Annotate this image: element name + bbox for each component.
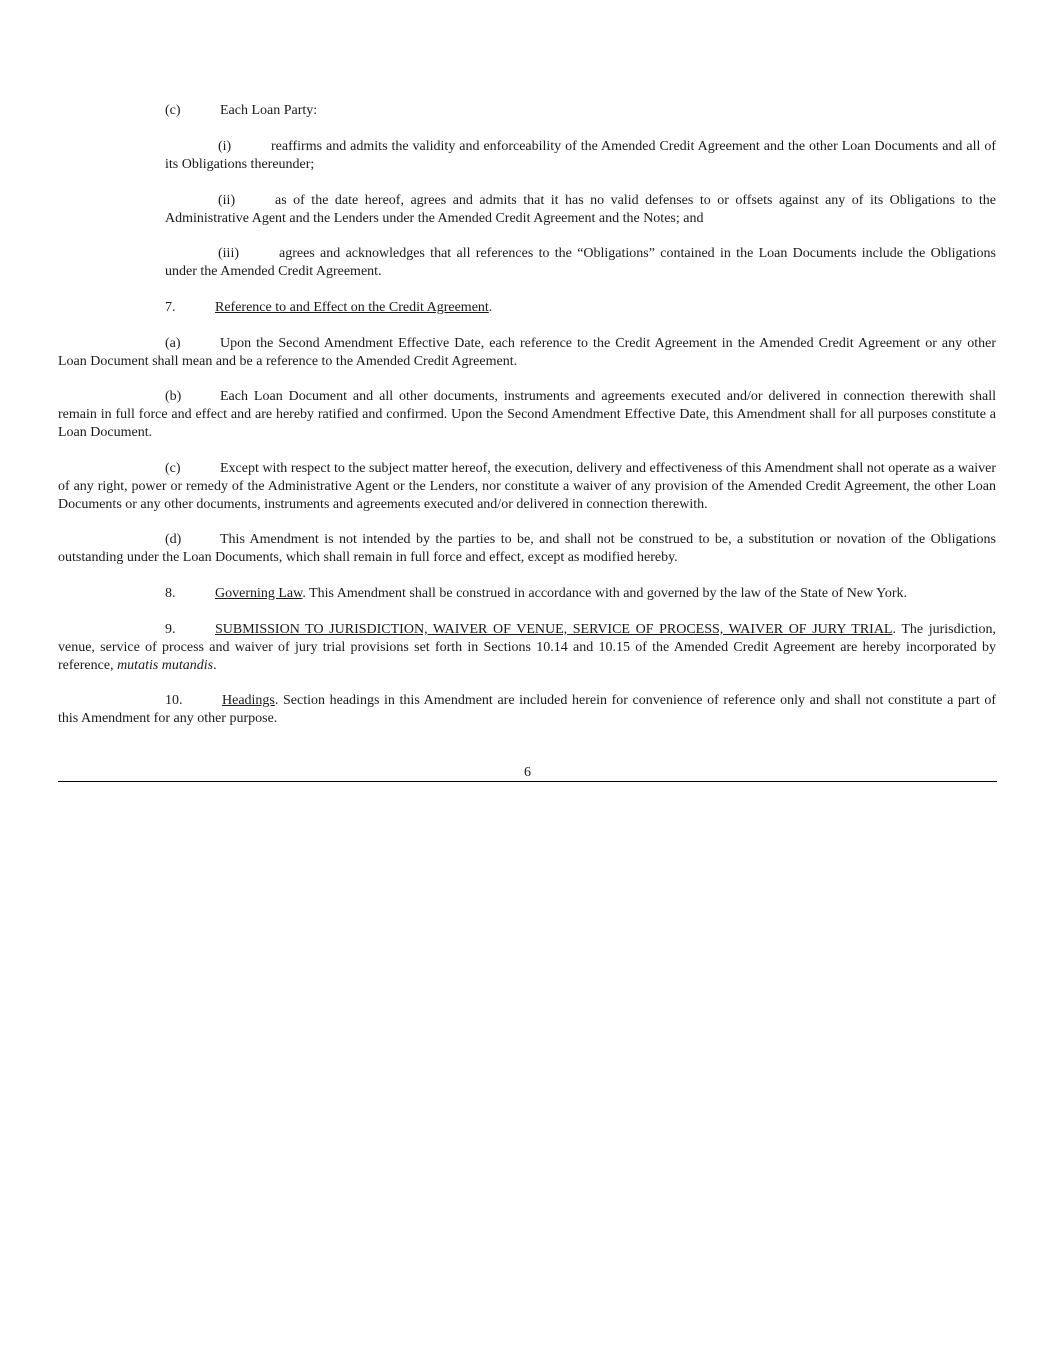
section-heading: Headings xyxy=(222,693,275,708)
section-8 xyxy=(165,585,996,603)
section-10 xyxy=(58,692,996,728)
section-number: 10. xyxy=(165,693,183,708)
clause-c-iii xyxy=(165,245,996,281)
section-italic-text: mutatis mutandis xyxy=(117,658,214,673)
clause-label: (c) xyxy=(165,461,181,476)
clause-label: (a) xyxy=(165,336,181,351)
section-7-heading xyxy=(165,299,996,317)
clause-label: (b) xyxy=(165,389,182,404)
clause-label: (i) xyxy=(218,139,232,154)
section-number: 7. xyxy=(165,300,176,315)
clause-text: Upon the Second Amendment Effective Date, each reference to the Credit Agreement in the Amended Credit Agreement or any other Loan Document shall mean and be a reference to the Amended Credit Agreement. xyxy=(58,336,996,369)
clause-label: (c) xyxy=(165,103,181,118)
section-7b xyxy=(58,388,996,442)
clause-text: Each Loan Document and all other documents, instruments and agreements executed and/or delivered in connection therewith shall remain in full force and effect and are hereby ratified and confirmed. Upon the Second Amendment Effective Date, this Amendment shall for all purposes constitute a Loan Document. xyxy=(58,389,996,440)
section-7a xyxy=(58,335,996,371)
section-heading-tail: . xyxy=(488,300,493,315)
section-9 xyxy=(58,621,996,675)
section-heading: SUBMISSION TO JURISDICTION, WAIVER OF VENUE, SERVICE OF PROCESS, WAIVER OF JURY TRIAL xyxy=(215,622,893,637)
clause-text: as of the date hereof, agrees and admits that it has no valid defenses to or offsets against any of its Obligations to the Administrative Agent and the Lenders under the Amended Credit Agreement and the Notes; and xyxy=(165,193,996,226)
section-text: . Section headings in this Amendment are included herein for convenience of reference only and shall not constitute a part of this Amendment for any other purpose. xyxy=(58,693,996,726)
footer-divider xyxy=(58,781,997,782)
clause-label: (iii) xyxy=(218,246,239,261)
section-7d xyxy=(58,531,996,567)
page-number: 6 xyxy=(524,765,531,780)
section-number: 8. xyxy=(165,586,176,601)
clause-label: (ii) xyxy=(218,193,236,208)
section-text: . This Amendment shall be construed in accordance with and governed by the law of the State of New York. xyxy=(302,586,908,601)
clause-text: Except with respect to the subject matter hereof, the execution, delivery and effectiveness of this Amendment shall not operate as a waiver of any right, power or remedy of the Administrative Agent or the Lenders, nor constitute a waiver of any provision of the Amended Credit Agreement, the other Loan Documents or any other documents, instruments and agreements executed and/or delivered in connection therewith. xyxy=(58,461,996,512)
clause-text: reaffirms and admits the validity and enforceability of the Amended Credit Agreement and the other Loan Documents and all of its Obligations thereunder; xyxy=(165,139,996,172)
section-heading: Governing Law xyxy=(215,586,303,601)
section-7c xyxy=(58,460,996,514)
section-text-tail: . xyxy=(213,658,217,673)
clause-c-header xyxy=(165,102,996,120)
clause-c-i xyxy=(165,138,996,174)
section-heading: Reference to and Effect on the Credit Agreement xyxy=(215,300,489,315)
section-text: . The jurisdiction, venue, service of process and waiver of jury trial provisions set forth in Sections 10.14 and 10.15 of the Amended Credit Agreement are hereby incorporated by reference, xyxy=(58,622,996,673)
clause-text: Each Loan Party: xyxy=(220,103,318,118)
clause-c-ii xyxy=(165,192,996,228)
section-number: 9. xyxy=(165,622,176,637)
clause-text: This Amendment is not intended by the parties to be, and shall not be construed to be, a substitution or novation of the Obligations outstanding under the Loan Documents, which shall remain in full force and effect, except as modified hereby. xyxy=(58,532,996,565)
clause-label: (d) xyxy=(165,532,182,547)
clause-text: agrees and acknowledges that all references to the “Obligations” contained in the Loan Documents include the Obligations under the Amended Credit Agreement. xyxy=(165,246,996,279)
